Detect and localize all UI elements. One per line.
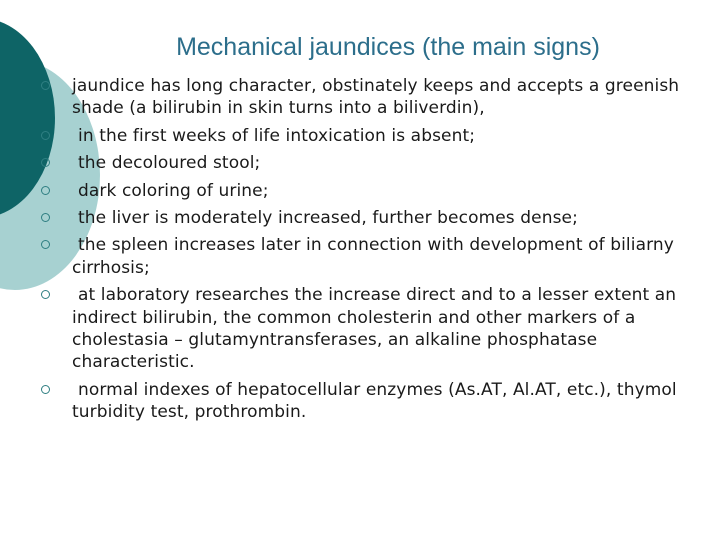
circle-bullet-icon xyxy=(41,290,50,299)
bullet-list xyxy=(38,75,706,429)
bullet-text: normal indexes of hepatocellular enzymes (As.AT, Al.AT, etc.), thymol turbidity test, prothrombin. xyxy=(72,379,677,423)
bullet-text: the spleen increases later in connection with development of biliarny cirrhosis; xyxy=(72,235,674,278)
slide-title: Mechanical jaundices (the main signs) xyxy=(176,33,600,61)
circle-bullet-icon xyxy=(41,81,50,90)
bullet-item xyxy=(38,125,706,147)
bullet-item xyxy=(38,234,706,279)
bullet-text: the liver is moderately increased, further becomes dense; xyxy=(78,208,578,229)
bullet-item xyxy=(38,284,706,374)
bullet-item xyxy=(38,180,706,202)
circle-bullet-icon xyxy=(41,131,50,140)
bullet-text: the decoloured stool; xyxy=(78,153,261,174)
bullet-text: dark coloring of urine; xyxy=(78,180,269,201)
bullet-text: jaundice has long character, obstinately keeps and accepts a greenish shade (a bilirubin in skin turns into a biliverdin), xyxy=(72,76,680,119)
bullet-item xyxy=(38,379,706,424)
bullet-item xyxy=(38,75,706,120)
bullet-item xyxy=(38,152,706,174)
circle-bullet-icon xyxy=(41,186,50,195)
circle-bullet-icon xyxy=(41,213,50,222)
bullet-text: in the first weeks of life intoxication is absent; xyxy=(78,125,476,146)
circle-bullet-icon xyxy=(41,385,50,394)
circle-bullet-icon xyxy=(41,240,50,249)
circle-bullet-icon xyxy=(41,158,50,167)
bullet-item xyxy=(38,207,706,229)
bullet-text: at laboratory researches the increase direct and to a lesser extent an indirect bilirubin, the common cholesterin and other markers of a cholestasia – glutamyntransferases, an alkaline phosphatase characteristic. xyxy=(72,285,677,373)
